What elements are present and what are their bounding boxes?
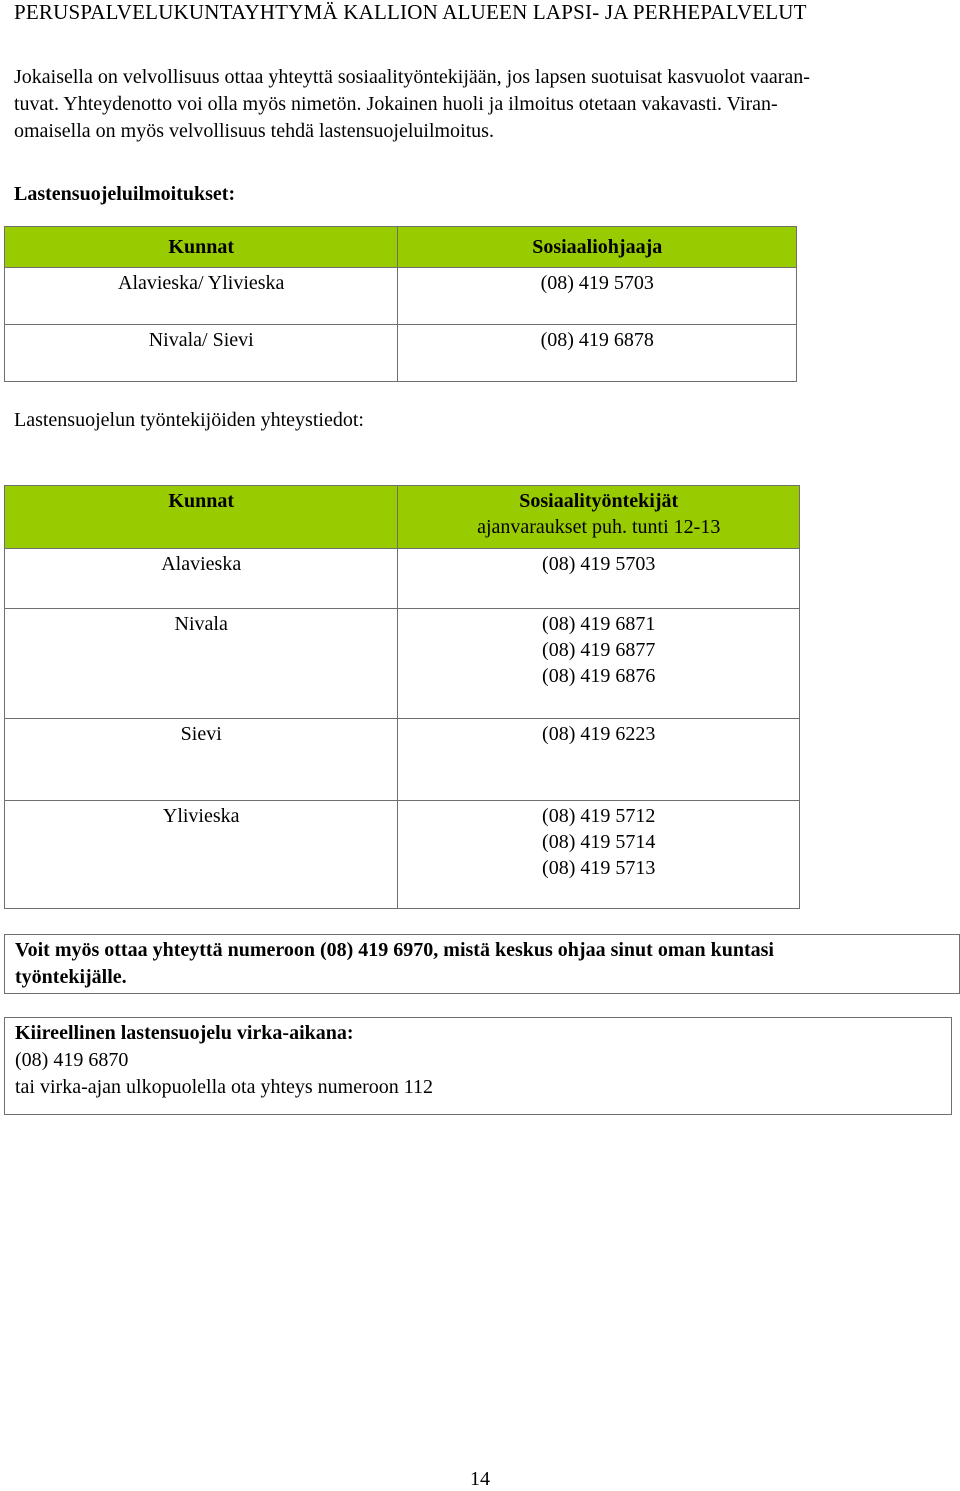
municipality-cell: Nivala/ Sievi xyxy=(5,325,398,382)
table-row xyxy=(5,268,797,325)
municipality-cell: Alavieska/ Ylivieska xyxy=(5,268,398,325)
intro-line: Jokaisella on velvollisuus ottaa yhteyttä sosiaalityöntekijään, jos lapsen suotuisat kasvuolot vaaran- xyxy=(14,66,810,88)
document-header: PERUSPALVELUKUNTAYHTYMÄ KALLION ALUEEN LAPSI- JA PERHEPALVELUT xyxy=(14,0,807,24)
phone-cell: (08) 419 5703 xyxy=(398,268,797,325)
table-row xyxy=(5,325,797,382)
phone-cell xyxy=(398,719,800,801)
after-hours-note: tai virka-ajan ulkopuolella ota yhteys numeroon 112 xyxy=(15,1076,434,1098)
phone-number: (08) 419 6877 xyxy=(542,639,656,661)
column-header-social-workers xyxy=(398,486,800,549)
central-contact-line: työntekijälle. xyxy=(15,966,127,988)
intro-line: omaisella on myös velvollisuus tehdä lastensuojeluilmoitus. xyxy=(14,120,494,142)
phone-number: (08) 419 6223 xyxy=(542,723,656,745)
phone-number: (08) 419 6876 xyxy=(542,665,656,687)
phone-number: (08) 419 5714 xyxy=(542,831,656,853)
table-header-row xyxy=(5,227,797,268)
phone-number: (08) 419 5712 xyxy=(542,805,656,827)
reports-heading: Lastensuojeluilmoitukset: xyxy=(14,183,236,205)
phone-number: (08) 419 5703 xyxy=(542,553,656,575)
municipality-cell: Nivala xyxy=(5,609,398,719)
phone-cell xyxy=(398,801,800,909)
intro-line: tuvat. Yhteydenotto voi olla myös nimetön. Jokainen huoli ja ilmoitus otetaan vakavasti. Viran- xyxy=(14,93,778,115)
table-row xyxy=(5,801,800,909)
phone-number: (08) 419 6871 xyxy=(542,613,656,635)
table-row xyxy=(5,719,800,801)
phone-cell: (08) 419 6878 xyxy=(398,325,797,382)
appointment-note: ajanvaraukset puh. tunti 12-13 xyxy=(477,516,721,538)
urgent-title: Kiireellinen lastensuojelu virka-aikana: xyxy=(15,1022,354,1044)
urgent-contact-box xyxy=(4,1017,952,1115)
table-row xyxy=(5,609,800,719)
municipality-cell: Ylivieska xyxy=(5,801,398,909)
municipality-cell: Alavieska xyxy=(5,549,398,609)
page-number: 14 xyxy=(470,1468,490,1490)
column-header-label: Sosiaalityöntekijät xyxy=(519,490,679,512)
table-header-row xyxy=(5,486,800,549)
municipality-cell: Sievi xyxy=(5,719,398,801)
phone-number: (08) 419 5713 xyxy=(542,857,656,879)
table-row xyxy=(5,549,800,609)
column-header-municipality: Kunnat xyxy=(5,486,398,549)
phone-cell xyxy=(398,549,800,609)
intro-paragraph xyxy=(14,64,944,145)
column-header-social-instructor: Sosiaaliohjaaja xyxy=(398,227,797,268)
phone-cell xyxy=(398,609,800,719)
central-contact-line: Voit myös ottaa yhteyttä numeroon (08) 419 6970, mistä keskus ohjaa sinut oman kuntasi xyxy=(15,939,774,961)
reports-table xyxy=(4,226,797,382)
column-header-municipality: Kunnat xyxy=(5,227,398,268)
workers-heading: Lastensuojelun työntekijöiden yhteystiedot: xyxy=(14,409,364,431)
urgent-phone: (08) 419 6870 xyxy=(15,1049,129,1071)
central-contact-box xyxy=(4,934,960,994)
workers-table xyxy=(4,485,800,909)
